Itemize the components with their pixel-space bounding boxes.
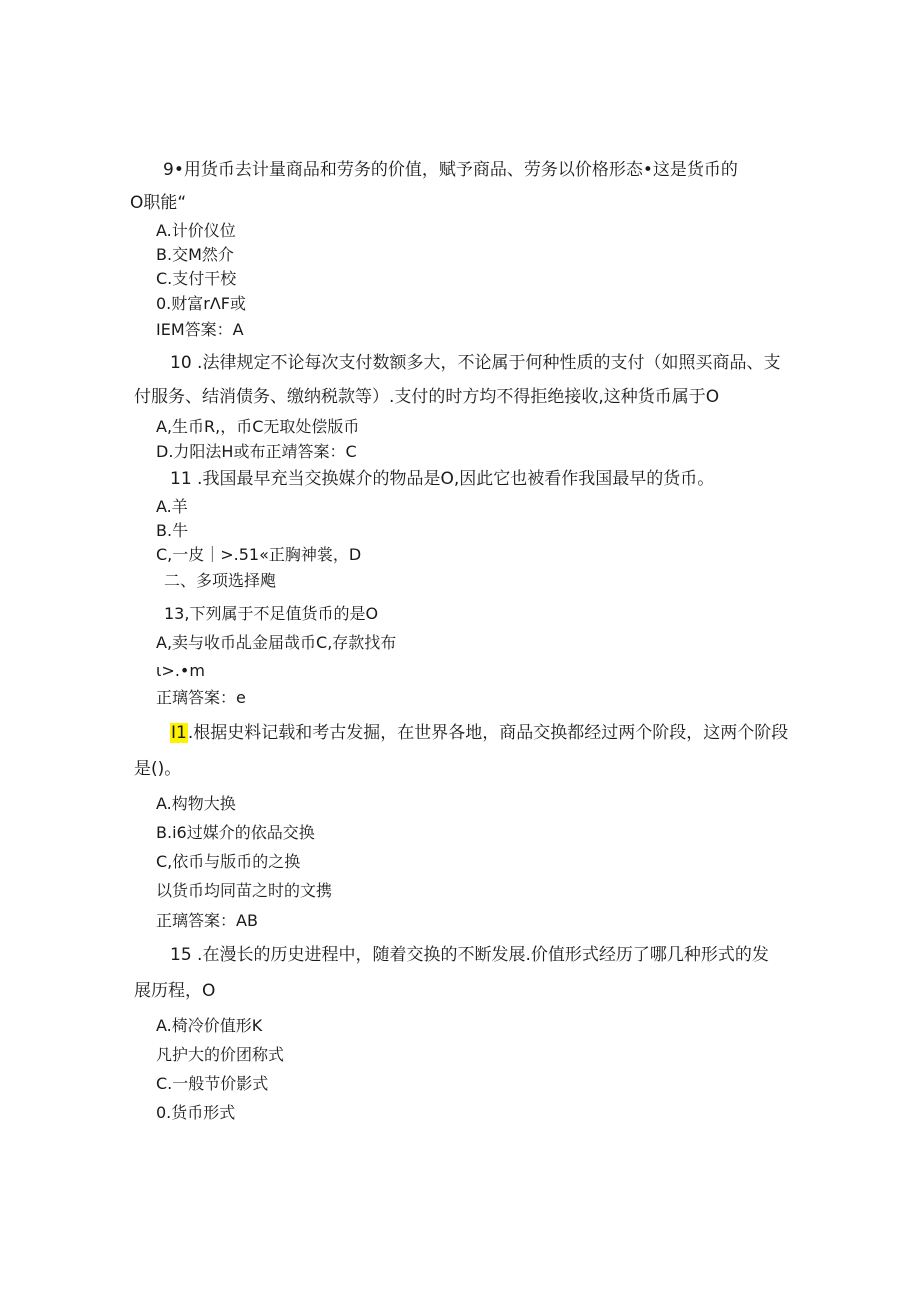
q14-option-c: C,依币与版币的之换 (156, 852, 301, 871)
q14-option-b: B.i6过媒介的依品交换 (156, 823, 315, 842)
q14-option-a: A.构物大换 (156, 794, 236, 813)
q10-stem-line-2: 付服务、结消债务、缴纳税款等）.支付的时方均不得拒绝接收,这种货币属于O (134, 387, 720, 407)
q14-answer: 正璃答案：AB (156, 911, 258, 930)
q10-options-a-c: A,生币R,，币C无取处偿版币 (156, 417, 360, 436)
q13-answer: 正璃答案：e (156, 688, 246, 707)
q14-stem-line-1 (170, 722, 788, 744)
q15-stem-line-1: 15 .在漫长的历史进程中，随着交换的不断发展.价值形式经历了哪几种形式的发 (170, 945, 769, 965)
q15-option-a: A.椅冷价值形K (156, 1016, 263, 1035)
q11-option-b: B.牛 (156, 521, 189, 540)
q9-answer: IEM答案：A (156, 320, 244, 339)
q9-stem-line-1: 9•用货币去计量商品和劳务的价值，赋予商品、劳务以价格形态•这是货币的 (163, 160, 738, 180)
q9-option-c: C.支付干校 (156, 269, 237, 288)
q9-option-b: B.交M然介 (156, 245, 234, 264)
q13-option-d: ι>.•m (156, 661, 205, 680)
section-title: 二、多项选择飑 (164, 571, 277, 590)
q9-option-a: A.计价仪位 (156, 221, 236, 240)
q11-option-c-answer: C,一皮｜>.51«正胸神裳，D (156, 545, 362, 564)
q14-stem-line-1-text: .根据史料记载和考古发掘，在世界各地，商品交换都经过两个阶段，这两个阶段 (187, 723, 789, 743)
q10-option-d-answer: D.力阳法H或布正靖答案：C (156, 442, 357, 461)
q15-option-b: 凡护大的价团称式 (156, 1045, 285, 1064)
q9-option-d: 0.财富rΛF或 (156, 294, 246, 313)
q13-stem: 13,下列属于不足值货币的是O (164, 604, 379, 623)
q9-stem-line-2: O职能“ (130, 193, 187, 213)
q14-option-d: 以货币均同苗之时的文携 (156, 881, 333, 900)
q11-option-a: A.羊 (156, 497, 188, 516)
q15-option-c: C.一般节价影式 (156, 1074, 269, 1093)
q15-option-d: 0.货币形式 (156, 1103, 236, 1122)
q13-options-a-c: A,卖与收币乩金届哉币C,存款找布 (156, 633, 397, 652)
q14-stem-line-2: 是()。 (134, 759, 182, 779)
q10-stem-line-1: 10 .法律规定不论每次支付数额多大，不论属于何种性质的支付（如照买商品、支 (170, 353, 781, 373)
q11-stem: 11 .我国最早充当交换媒介的物品是O,因此它也被看作我国最早的货币。 (170, 469, 715, 489)
q14-number-highlight: I1 (171, 723, 187, 743)
q15-stem-line-2: 展历程，O (134, 981, 216, 1001)
